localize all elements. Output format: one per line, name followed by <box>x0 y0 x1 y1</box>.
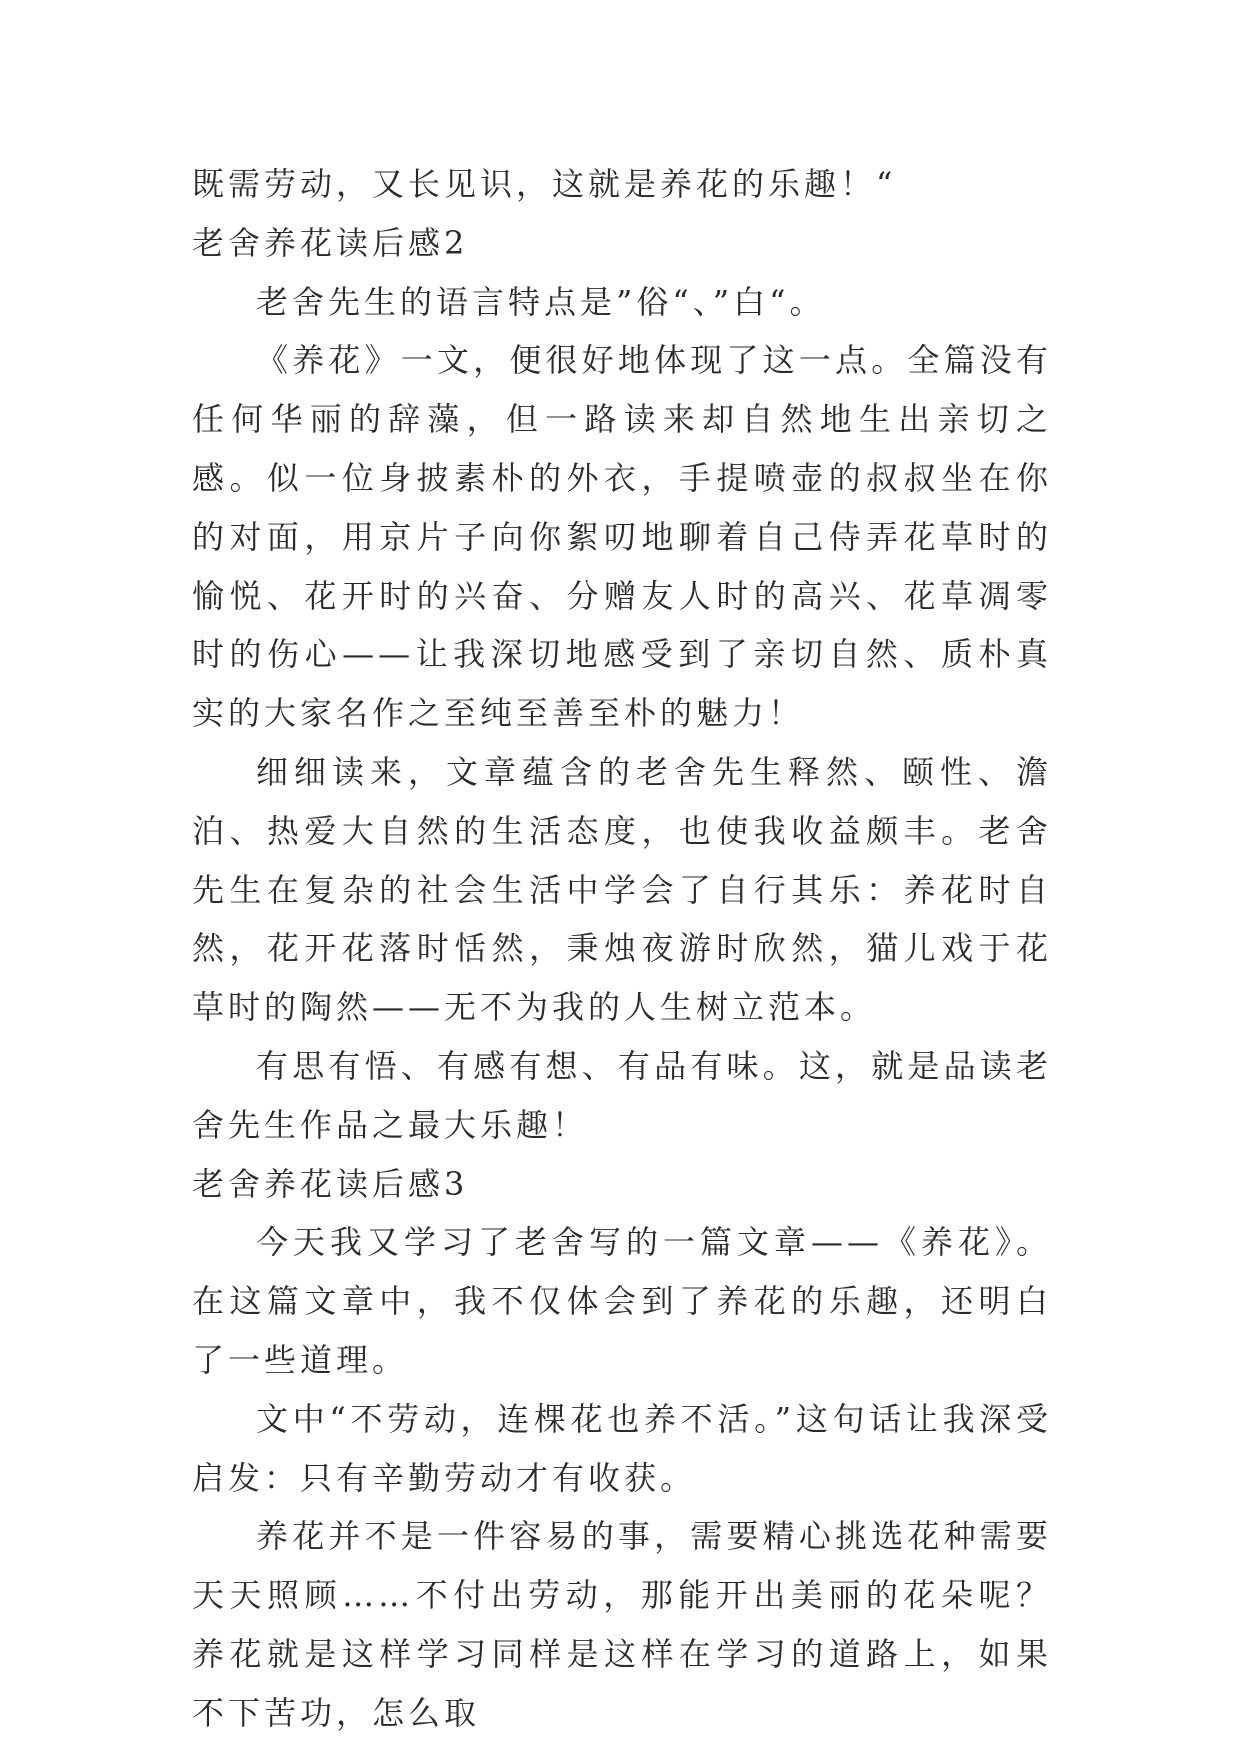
section-heading-2: 老舍养花读后感2 <box>192 223 469 262</box>
paragraph-continuation: 既需劳动，又长见识，这就是养花的乐趣！“ <box>192 165 897 203</box>
paragraph: 有思有悟、有感有想、有品有味。这，就是品读老舍先生作品之最大乐趣！ <box>192 1046 1052 1144</box>
paragraph: 细细读来，文章蕴含的老舍先生释然、颐性、澹泊、热爱大自然的生活态度，也使我收益颇丰。老舍先生在复杂的社会生活中学会了自行其乐：养花时自然，花开花落时恬然，秉烛夜游时欣然，猫儿戏于花草时的陶然——无不为我的人生树立范本。 <box>192 752 1052 1027</box>
section-heading-3: 老舍养花读后感3 <box>192 1164 469 1203</box>
document-body <box>192 155 1052 1743</box>
paragraph: 《养花》一文，便很好地体现了这一点。全篇没有任何华丽的辞藻，但一路读来却自然地生出亲切之感。似一位身披素朴的外衣，手提喷壶的叔叔坐在你的对面，用京片子向你絮叨地聊着自己侍弄花草时的愉悦、花开时的兴奋、分赠友人时的高兴、花草凋零时的伤心——让我深切地感受到了亲切自然、质朴真实的大家名作之至纯至善至朴的魅力！ <box>192 341 1052 733</box>
paragraph: 文中“不劳动，连棵花也养不活。”这句话让我深受启发：只有辛勤劳动才有收获。 <box>192 1399 1052 1497</box>
paragraph: 养花并不是一件容易的事，需要精心挑选花种需要天天照顾……不付出劳动，那能开出美丽的花朵呢？养花就是这样学习同样是这样在学习的道路上，如果不下苦功，怎么取 <box>192 1517 1052 1732</box>
paragraph: 今天我又学习了老舍写的一篇文章——《养花》。在这篇文章中，我不仅体会到了养花的乐趣，还明白了一些道理。 <box>192 1223 1052 1379</box>
paragraph: 老舍先生的语言特点是”俗“、”白“。 <box>256 282 826 321</box>
